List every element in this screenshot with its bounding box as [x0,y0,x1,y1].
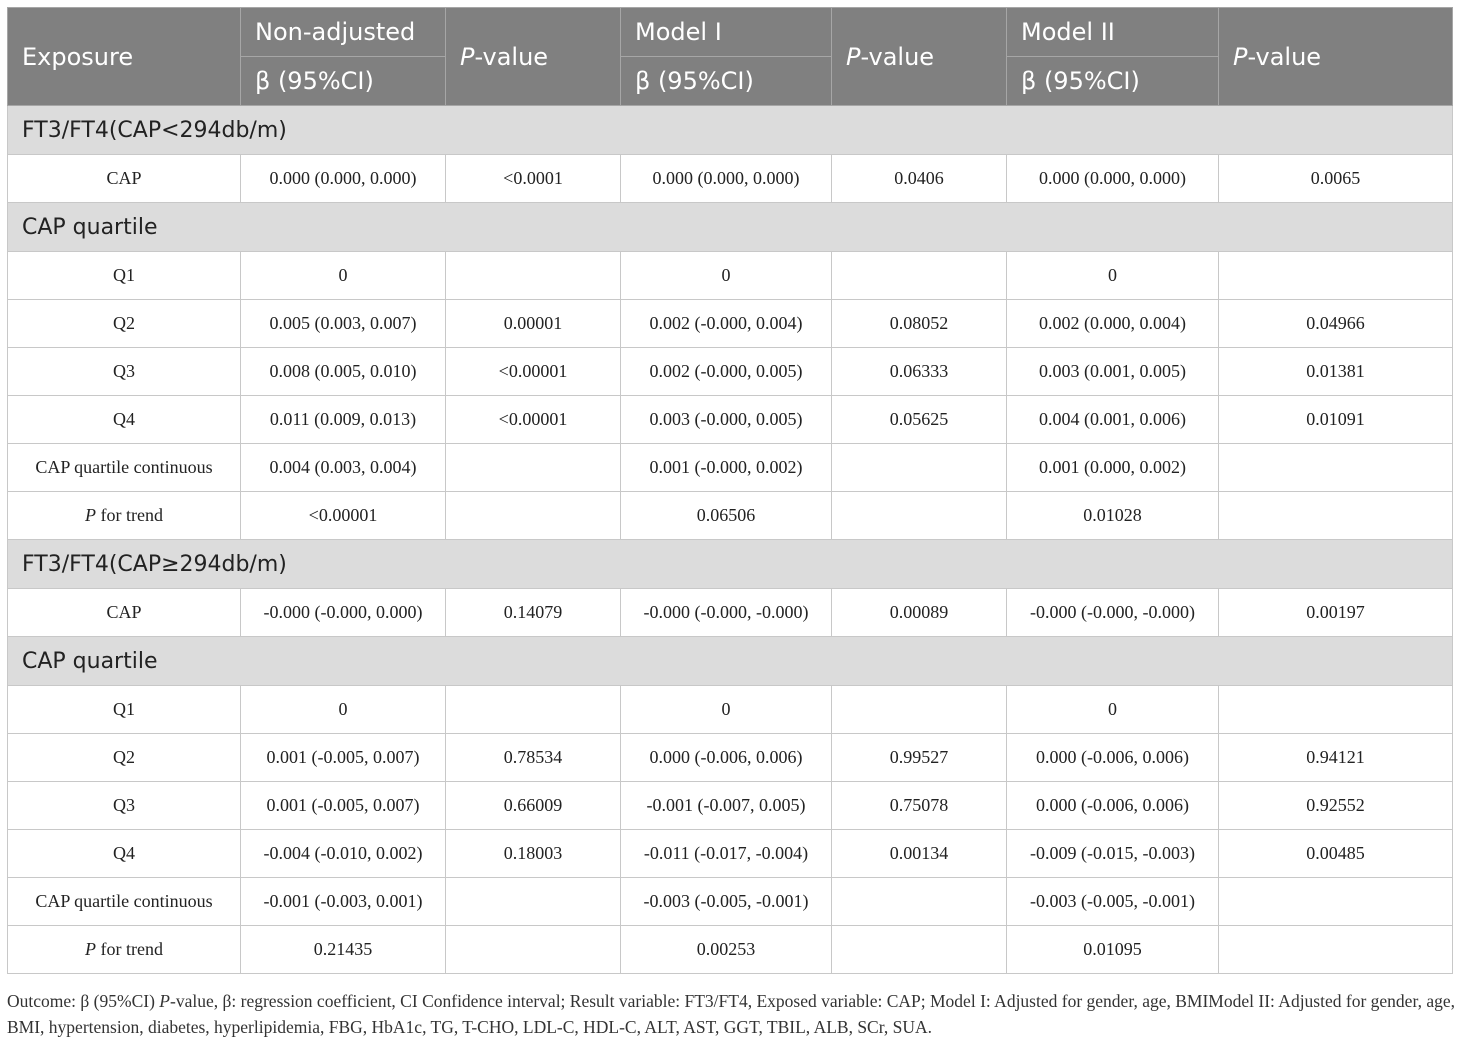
table-cell [832,252,1007,300]
table-cell: 0.01028 [1007,492,1219,540]
row-label-trend: P for trend [8,492,241,540]
table-cell: 0.001 (-0.005, 0.007) [241,782,446,830]
table-cell: 0.78534 [446,734,621,782]
table-cell: -0.003 (-0.005, -0.001) [621,878,832,926]
header-non-adjusted: Non-adjusted [241,8,446,57]
table-cell [1219,686,1453,734]
row-label-trend: P for trend [8,926,241,974]
table-cell [446,878,621,926]
header-model-2: Model II [1007,8,1219,57]
table-cell: 0.0065 [1219,155,1453,203]
table-cell: 0.99527 [832,734,1007,782]
row-label: Q1 [8,686,241,734]
table-cell: 0.004 (0.003, 0.004) [241,444,446,492]
table-cell: 0.002 (0.000, 0.004) [1007,300,1219,348]
table-cell: 0.66009 [446,782,621,830]
table-cell [832,686,1007,734]
table-cell: 0.18003 [446,830,621,878]
header-p-value-1: P-value [446,8,621,106]
table-cell: 0.00485 [1219,830,1453,878]
table-cell [446,686,621,734]
table-row [8,686,1453,734]
table-cell: 0.003 (-0.000, 0.005) [621,396,832,444]
table-cell: 0.04966 [1219,300,1453,348]
header-exposure: Exposure [8,8,241,106]
table-cell [832,492,1007,540]
row-label: CAP quartile continuous [8,878,241,926]
table-row [8,396,1453,444]
row-label: CAP quartile continuous [8,444,241,492]
table-row [8,300,1453,348]
header-beta-ci-2: β (95%CI) [621,57,832,106]
header-p-value-2: P-value [832,8,1007,106]
row-label: Q4 [8,396,241,444]
table-cell [832,444,1007,492]
table-cell: 0.05625 [832,396,1007,444]
table-cell [832,878,1007,926]
table-cell: 0.0406 [832,155,1007,203]
table-row [8,444,1453,492]
table-cell: 0.000 (-0.006, 0.006) [621,734,832,782]
table-row [8,830,1453,878]
table-cell: 0.001 (-0.000, 0.002) [621,444,832,492]
table-cell: 0.00089 [832,589,1007,637]
table-cell: 0 [1007,252,1219,300]
header-beta-ci-3: β (95%CI) [1007,57,1219,106]
table-row [8,155,1453,203]
table-cell: -0.000 (-0.000, 0.000) [241,589,446,637]
table-row [8,348,1453,396]
table-cell: 0.00001 [446,300,621,348]
table-cell: 0.002 (-0.000, 0.005) [621,348,832,396]
table-cell: -0.004 (-0.010, 0.002) [241,830,446,878]
table-cell: <0.00001 [241,492,446,540]
regression-table [7,7,1453,974]
table-cell: 0.06506 [621,492,832,540]
table-row [8,878,1453,926]
row-label: CAP [8,589,241,637]
table-row [8,926,1453,974]
table-cell: 0.001 (0.000, 0.002) [1007,444,1219,492]
table-cell: 0.001 (-0.005, 0.007) [241,734,446,782]
table-cell: -0.001 (-0.007, 0.005) [621,782,832,830]
table-cell: 0.00253 [621,926,832,974]
table-cell: 0.01381 [1219,348,1453,396]
table-cell: 0.002 (-0.000, 0.004) [621,300,832,348]
table-cell: 0.00197 [1219,589,1453,637]
table-cell: 0.01095 [1007,926,1219,974]
table-cell: 0 [1007,686,1219,734]
table-cell: 0.01091 [1219,396,1453,444]
table-cell: 0 [621,252,832,300]
table-cell: 0.000 (0.000, 0.000) [241,155,446,203]
section-header-row [8,106,1453,155]
row-label: Q3 [8,782,241,830]
table-cell: -0.000 (-0.000, -0.000) [1007,589,1219,637]
table-cell: 0.00134 [832,830,1007,878]
table-cell: -0.003 (-0.005, -0.001) [1007,878,1219,926]
table-cell: 0.004 (0.001, 0.006) [1007,396,1219,444]
table-cell [1219,252,1453,300]
section-header-row [8,540,1453,589]
table-row [8,252,1453,300]
table-cell: <0.00001 [446,348,621,396]
table-cell: 0.003 (0.001, 0.005) [1007,348,1219,396]
section-header-row [8,637,1453,686]
table-cell: 0.000 (0.000, 0.000) [621,155,832,203]
table-cell: 0.000 (0.000, 0.000) [1007,155,1219,203]
table-row [8,782,1453,830]
row-label: Q2 [8,300,241,348]
table-cell: -0.009 (-0.015, -0.003) [1007,830,1219,878]
table-cell: 0 [241,252,446,300]
table-cell: 0.011 (0.009, 0.013) [241,396,446,444]
table-row [8,734,1453,782]
table-footnote: Outcome: β (95%CI) P-value, β: regression coefficient, CI Confidence interval; Result variable: FT3/FT4, Exposed variable: CAP; Model I: Adjusted for gender, age, BMIModel II: Adjusted for gender, age, BMI, hypertension, diabetes, hyperlipidemia, FBG, HbA1c, TG, T-CHO, LDL-C, HDL-C, ALT, AST, GGT, TBIL, ALB, SCr, SUA. [7,991,1455,1037]
section-title: CAP quartile [8,637,1453,686]
row-label: CAP [8,155,241,203]
regression-table-container [7,7,1452,974]
row-label: Q3 [8,348,241,396]
table-cell: 0.14079 [446,589,621,637]
table-cell: -0.000 (-0.000, -0.000) [621,589,832,637]
table-row [8,492,1453,540]
table-cell [832,926,1007,974]
table-cell: 0.000 (-0.006, 0.006) [1007,782,1219,830]
table-cell: 0.008 (0.005, 0.010) [241,348,446,396]
table-cell [1219,492,1453,540]
table-cell: -0.001 (-0.003, 0.001) [241,878,446,926]
table-cell: <0.0001 [446,155,621,203]
header-p-value-3: P-value [1219,8,1453,106]
section-title: FT3/FT4(CAP<294db/m) [8,106,1453,155]
row-label: Q2 [8,734,241,782]
header-model-1: Model I [621,8,832,57]
table-cell [446,444,621,492]
table-cell: 0.06333 [832,348,1007,396]
table-cell: 0.75078 [832,782,1007,830]
row-label: Q1 [8,252,241,300]
section-title: FT3/FT4(CAP≥294db/m) [8,540,1453,589]
section-title: CAP quartile [8,203,1453,252]
table-cell: 0.21435 [241,926,446,974]
table-cell [1219,926,1453,974]
table-cell: -0.011 (-0.017, -0.004) [621,830,832,878]
table-cell: 0.08052 [832,300,1007,348]
table-row [8,589,1453,637]
table-cell: <0.00001 [446,396,621,444]
table-cell: 0.92552 [1219,782,1453,830]
table-cell: 0 [621,686,832,734]
table-cell: 0.000 (-0.006, 0.006) [1007,734,1219,782]
table-cell [446,926,621,974]
table-cell: 0.005 (0.003, 0.007) [241,300,446,348]
section-header-row [8,203,1453,252]
table-cell: 0.94121 [1219,734,1453,782]
table-cell [446,492,621,540]
row-label: Q4 [8,830,241,878]
header-beta-ci-1: β (95%CI) [241,57,446,106]
table-cell [1219,444,1453,492]
table-cell [1219,878,1453,926]
table-cell: 0 [241,686,446,734]
table-cell [446,252,621,300]
